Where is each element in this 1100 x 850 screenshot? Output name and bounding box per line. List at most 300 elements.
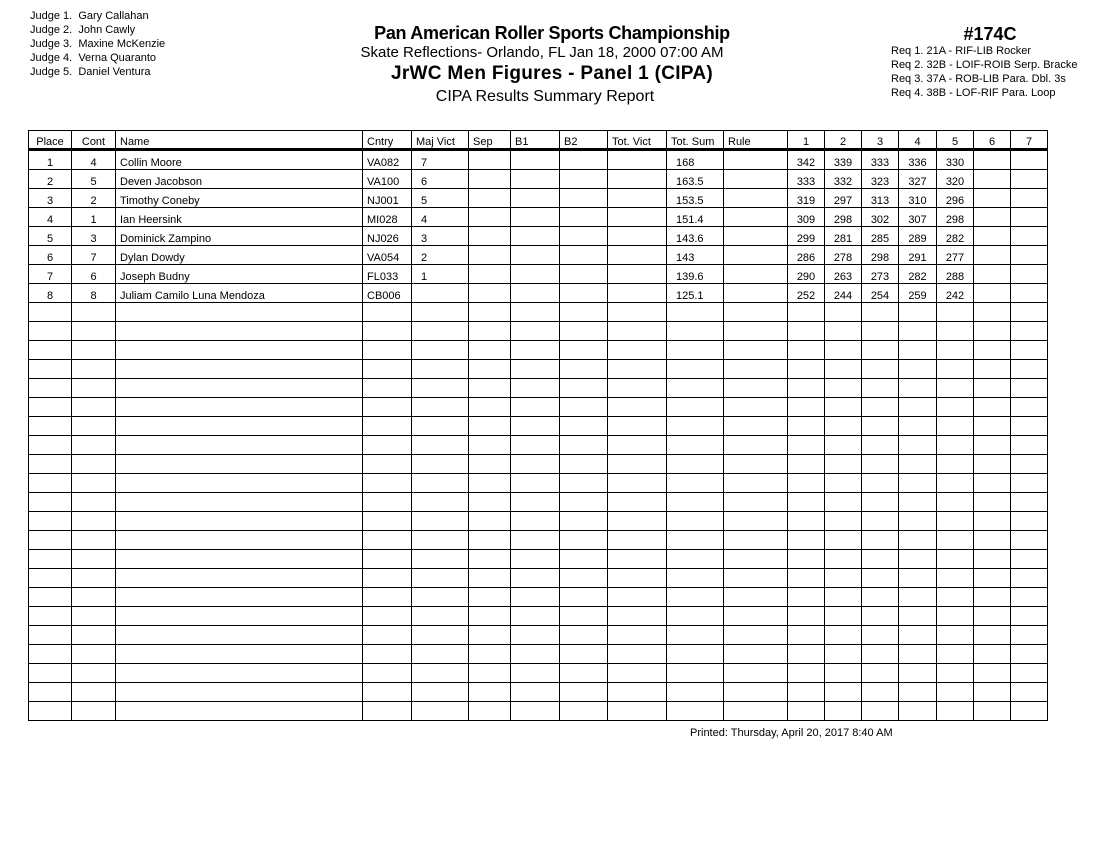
empty-cell xyxy=(560,303,608,322)
empty-table-row xyxy=(29,531,1048,550)
cell-tot-vict xyxy=(608,246,667,265)
empty-cell xyxy=(667,531,724,550)
empty-cell xyxy=(974,341,1011,360)
empty-cell xyxy=(363,493,412,512)
empty-cell xyxy=(974,607,1011,626)
cell-tot-vict xyxy=(608,170,667,189)
empty-cell xyxy=(1011,550,1048,569)
cell-sep xyxy=(469,189,511,208)
empty-cell xyxy=(608,702,667,721)
cell-j6 xyxy=(974,284,1011,303)
empty-cell xyxy=(412,360,469,379)
empty-cell xyxy=(29,607,72,626)
empty-cell xyxy=(899,455,937,474)
empty-cell xyxy=(608,474,667,493)
cell-cont: 3 xyxy=(72,227,116,246)
empty-cell xyxy=(412,588,469,607)
empty-cell xyxy=(788,379,825,398)
cell-tot-sum: 125.1 xyxy=(667,284,724,303)
empty-cell xyxy=(29,512,72,531)
empty-cell xyxy=(116,588,363,607)
empty-cell xyxy=(363,417,412,436)
cell-name: Timothy Coneby xyxy=(116,189,363,208)
cell-name: Collin Moore xyxy=(116,150,363,170)
empty-cell xyxy=(412,531,469,550)
cell-cont: 2 xyxy=(72,189,116,208)
empty-cell xyxy=(937,550,974,569)
empty-cell xyxy=(29,645,72,664)
cell-sep xyxy=(469,284,511,303)
empty-cell xyxy=(974,436,1011,455)
cell-j1: 319 xyxy=(788,189,825,208)
empty-cell xyxy=(412,379,469,398)
empty-cell xyxy=(667,550,724,569)
empty-cell xyxy=(788,436,825,455)
empty-cell xyxy=(1011,569,1048,588)
empty-cell xyxy=(560,626,608,645)
cell-tot-vict xyxy=(608,189,667,208)
cell-b2 xyxy=(560,170,608,189)
empty-cell xyxy=(363,436,412,455)
table-row xyxy=(29,227,1048,246)
cell-tot-sum: 139.6 xyxy=(667,265,724,284)
cell-name: Juliam Camilo Luna Mendoza xyxy=(116,284,363,303)
empty-cell xyxy=(899,683,937,702)
cell-place: 6 xyxy=(29,246,72,265)
empty-cell xyxy=(469,588,511,607)
cell-j3: 323 xyxy=(862,170,899,189)
cell-j7 xyxy=(1011,265,1048,284)
results-body xyxy=(29,150,1048,721)
cell-sep xyxy=(469,170,511,189)
empty-cell xyxy=(560,360,608,379)
empty-cell xyxy=(788,588,825,607)
empty-cell xyxy=(412,626,469,645)
empty-cell xyxy=(788,360,825,379)
empty-cell xyxy=(72,436,116,455)
cell-j5: 282 xyxy=(937,227,974,246)
empty-cell xyxy=(469,436,511,455)
empty-table-row xyxy=(29,303,1048,322)
empty-cell xyxy=(1011,664,1048,683)
empty-cell xyxy=(116,493,363,512)
empty-cell xyxy=(974,303,1011,322)
empty-cell xyxy=(788,512,825,531)
empty-cell xyxy=(608,569,667,588)
empty-cell xyxy=(412,512,469,531)
empty-cell xyxy=(825,626,862,645)
empty-cell xyxy=(667,626,724,645)
cell-b1 xyxy=(511,284,560,303)
empty-cell xyxy=(608,322,667,341)
empty-cell xyxy=(862,398,899,417)
empty-cell xyxy=(937,645,974,664)
empty-cell xyxy=(899,436,937,455)
empty-cell xyxy=(974,588,1011,607)
empty-cell xyxy=(788,341,825,360)
cell-cntry: MI028 xyxy=(363,208,412,227)
cell-name: Ian Heersink xyxy=(116,208,363,227)
empty-cell xyxy=(469,360,511,379)
cell-j5: 296 xyxy=(937,189,974,208)
empty-cell xyxy=(1011,417,1048,436)
cell-j7 xyxy=(1011,170,1048,189)
empty-cell xyxy=(560,664,608,683)
empty-cell xyxy=(1011,379,1048,398)
empty-cell xyxy=(116,379,363,398)
empty-cell xyxy=(608,607,667,626)
cell-cntry: NJ026 xyxy=(363,227,412,246)
cell-j7 xyxy=(1011,208,1048,227)
empty-cell xyxy=(862,322,899,341)
empty-cell xyxy=(825,322,862,341)
empty-cell xyxy=(899,588,937,607)
empty-cell xyxy=(116,360,363,379)
empty-cell xyxy=(974,645,1011,664)
col-header-judge-2: 2 xyxy=(825,131,862,150)
empty-cell xyxy=(608,512,667,531)
empty-cell xyxy=(974,398,1011,417)
empty-cell xyxy=(862,531,899,550)
empty-cell xyxy=(667,303,724,322)
cell-j4: 289 xyxy=(899,227,937,246)
empty-cell xyxy=(937,398,974,417)
empty-cell xyxy=(788,417,825,436)
empty-cell xyxy=(899,474,937,493)
empty-cell xyxy=(511,702,560,721)
empty-cell xyxy=(899,550,937,569)
empty-cell xyxy=(511,531,560,550)
empty-cell xyxy=(560,645,608,664)
table-row xyxy=(29,265,1048,284)
cell-rule xyxy=(724,227,788,246)
empty-cell xyxy=(72,379,116,398)
cell-j3: 302 xyxy=(862,208,899,227)
empty-cell xyxy=(363,683,412,702)
empty-cell xyxy=(724,626,788,645)
table-row xyxy=(29,246,1048,265)
cell-tot-sum: 143.6 xyxy=(667,227,724,246)
empty-cell xyxy=(608,303,667,322)
empty-cell xyxy=(469,455,511,474)
empty-cell xyxy=(937,531,974,550)
empty-cell xyxy=(825,341,862,360)
empty-cell xyxy=(862,303,899,322)
empty-cell xyxy=(724,322,788,341)
empty-cell xyxy=(724,474,788,493)
empty-cell xyxy=(974,360,1011,379)
empty-cell xyxy=(788,493,825,512)
empty-cell xyxy=(724,607,788,626)
cell-b2 xyxy=(560,284,608,303)
empty-table-row xyxy=(29,493,1048,512)
empty-cell xyxy=(937,341,974,360)
cell-sep xyxy=(469,150,511,170)
empty-cell xyxy=(511,607,560,626)
empty-table-row xyxy=(29,607,1048,626)
empty-cell xyxy=(1011,455,1048,474)
cell-cont: 5 xyxy=(72,170,116,189)
empty-cell xyxy=(608,436,667,455)
empty-cell xyxy=(724,664,788,683)
col-header-place: Place xyxy=(29,131,72,150)
empty-cell xyxy=(29,664,72,683)
empty-cell xyxy=(469,303,511,322)
empty-cell xyxy=(724,645,788,664)
empty-cell xyxy=(72,398,116,417)
empty-cell xyxy=(72,512,116,531)
empty-cell xyxy=(72,569,116,588)
empty-cell xyxy=(788,683,825,702)
empty-cell xyxy=(974,493,1011,512)
cell-b2 xyxy=(560,265,608,284)
cell-b1 xyxy=(511,189,560,208)
empty-cell xyxy=(29,626,72,645)
empty-cell xyxy=(862,588,899,607)
cell-cntry: NJ001 xyxy=(363,189,412,208)
empty-cell xyxy=(363,588,412,607)
empty-cell xyxy=(72,341,116,360)
event-number: #174C xyxy=(963,24,1017,44)
col-header-judge-7: 7 xyxy=(1011,131,1048,150)
empty-cell xyxy=(1011,322,1048,341)
empty-cell xyxy=(1011,645,1048,664)
empty-table-row xyxy=(29,588,1048,607)
empty-table-row xyxy=(29,455,1048,474)
empty-cell xyxy=(825,360,862,379)
empty-cell xyxy=(862,664,899,683)
empty-cell xyxy=(788,626,825,645)
cell-j5: 320 xyxy=(937,170,974,189)
cell-j7 xyxy=(1011,227,1048,246)
empty-cell xyxy=(116,417,363,436)
cell-b2 xyxy=(560,189,608,208)
cell-place: 5 xyxy=(29,227,72,246)
empty-cell xyxy=(667,512,724,531)
cell-j1: 299 xyxy=(788,227,825,246)
empty-cell xyxy=(667,702,724,721)
empty-cell xyxy=(862,341,899,360)
cell-place: 2 xyxy=(29,170,72,189)
col-header-sep: Sep xyxy=(469,131,511,150)
col-header-maj-vict: Maj Vict xyxy=(412,131,469,150)
empty-cell xyxy=(862,379,899,398)
empty-cell xyxy=(363,455,412,474)
cell-rule xyxy=(724,170,788,189)
empty-cell xyxy=(974,683,1011,702)
empty-cell xyxy=(937,626,974,645)
col-header-rule: Rule xyxy=(724,131,788,150)
empty-cell xyxy=(862,512,899,531)
cell-b1 xyxy=(511,150,560,170)
cell-j5: 277 xyxy=(937,246,974,265)
empty-cell xyxy=(608,379,667,398)
empty-table-row xyxy=(29,683,1048,702)
empty-cell xyxy=(116,569,363,588)
cell-cont: 4 xyxy=(72,150,116,170)
empty-cell xyxy=(72,417,116,436)
empty-cell xyxy=(363,322,412,341)
cell-j2: 298 xyxy=(825,208,862,227)
empty-cell xyxy=(511,303,560,322)
cell-cntry: VA082 xyxy=(363,150,412,170)
empty-cell xyxy=(412,569,469,588)
empty-cell xyxy=(560,550,608,569)
empty-cell xyxy=(560,322,608,341)
cell-cont: 1 xyxy=(72,208,116,227)
cell-cont: 6 xyxy=(72,265,116,284)
cell-j4: 327 xyxy=(899,170,937,189)
report-header xyxy=(300,22,800,108)
empty-table-row xyxy=(29,512,1048,531)
requirement-2: Req 2. 32B - LOIF-ROIB Serp. Bracke xyxy=(891,59,1078,71)
empty-cell xyxy=(825,436,862,455)
empty-cell xyxy=(1011,607,1048,626)
empty-table-row xyxy=(29,474,1048,493)
empty-cell xyxy=(825,379,862,398)
empty-cell xyxy=(469,550,511,569)
cell-cntry: CB006 xyxy=(363,284,412,303)
empty-cell xyxy=(72,683,116,702)
cell-place: 8 xyxy=(29,284,72,303)
empty-cell xyxy=(511,474,560,493)
col-header-judge-5: 5 xyxy=(937,131,974,150)
empty-cell xyxy=(363,341,412,360)
cell-j5: 288 xyxy=(937,265,974,284)
cell-tot-sum: 168 xyxy=(667,150,724,170)
empty-cell xyxy=(412,702,469,721)
col-header-cont: Cont xyxy=(72,131,116,150)
cell-cntry: FL033 xyxy=(363,265,412,284)
empty-cell xyxy=(667,322,724,341)
empty-cell xyxy=(974,569,1011,588)
empty-table-row xyxy=(29,645,1048,664)
col-header-b1: B1 xyxy=(511,131,560,150)
empty-cell xyxy=(1011,588,1048,607)
empty-cell xyxy=(862,550,899,569)
empty-cell xyxy=(1011,474,1048,493)
empty-cell xyxy=(825,607,862,626)
cell-j6 xyxy=(974,189,1011,208)
cell-b1 xyxy=(511,208,560,227)
empty-cell xyxy=(72,531,116,550)
cell-j3: 254 xyxy=(862,284,899,303)
cell-rule xyxy=(724,265,788,284)
cell-b2 xyxy=(560,208,608,227)
empty-cell xyxy=(560,436,608,455)
cell-j5: 242 xyxy=(937,284,974,303)
empty-cell xyxy=(862,626,899,645)
empty-cell xyxy=(862,436,899,455)
cell-j6 xyxy=(974,150,1011,170)
empty-cell xyxy=(608,550,667,569)
cell-tot-vict xyxy=(608,227,667,246)
empty-cell xyxy=(116,322,363,341)
empty-table-row xyxy=(29,702,1048,721)
cell-cont: 8 xyxy=(72,284,116,303)
empty-cell xyxy=(72,626,116,645)
empty-cell xyxy=(974,626,1011,645)
empty-cell xyxy=(974,512,1011,531)
empty-cell xyxy=(511,379,560,398)
empty-cell xyxy=(724,550,788,569)
cell-j5: 330 xyxy=(937,150,974,170)
empty-cell xyxy=(511,493,560,512)
cell-j2: 297 xyxy=(825,189,862,208)
empty-cell xyxy=(560,417,608,436)
empty-cell xyxy=(667,341,724,360)
report-title: CIPA Results Summary Report xyxy=(435,88,655,105)
cell-j6 xyxy=(974,208,1011,227)
cell-j4: 282 xyxy=(899,265,937,284)
cell-tot-sum: 143 xyxy=(667,246,724,265)
empty-cell xyxy=(469,683,511,702)
cell-name: Dominick Zampino xyxy=(116,227,363,246)
empty-cell xyxy=(825,588,862,607)
cell-cntry: VA100 xyxy=(363,170,412,189)
empty-cell xyxy=(724,398,788,417)
cell-maj-vict: 1 xyxy=(412,265,469,284)
col-header-judge-3: 3 xyxy=(862,131,899,150)
empty-cell xyxy=(1011,626,1048,645)
empty-cell xyxy=(1011,683,1048,702)
requirement-1: Req 1. 21A - RIF-LIB Rocker xyxy=(891,45,1031,57)
empty-cell xyxy=(667,379,724,398)
empty-cell xyxy=(72,702,116,721)
empty-table-row xyxy=(29,341,1048,360)
empty-cell xyxy=(29,569,72,588)
empty-cell xyxy=(469,607,511,626)
empty-cell xyxy=(363,512,412,531)
cell-maj-vict: 5 xyxy=(412,189,469,208)
empty-cell xyxy=(899,626,937,645)
cell-j2: 263 xyxy=(825,265,862,284)
empty-cell xyxy=(116,474,363,493)
cell-j1: 252 xyxy=(788,284,825,303)
empty-cell xyxy=(788,455,825,474)
empty-cell xyxy=(667,588,724,607)
cell-name: Deven Jacobson xyxy=(116,170,363,189)
empty-table-row xyxy=(29,664,1048,683)
cell-sep xyxy=(469,227,511,246)
empty-table-row xyxy=(29,398,1048,417)
empty-cell xyxy=(29,683,72,702)
empty-cell xyxy=(937,322,974,341)
empty-cell xyxy=(29,531,72,550)
judge-1: Judge 1. Gary Callahan xyxy=(30,10,149,22)
empty-cell xyxy=(937,303,974,322)
empty-cell xyxy=(511,417,560,436)
empty-cell xyxy=(72,474,116,493)
col-header-b2: B2 xyxy=(560,131,608,150)
empty-cell xyxy=(72,322,116,341)
empty-cell xyxy=(72,607,116,626)
cell-rule xyxy=(724,208,788,227)
judge-5: Judge 5. Daniel Ventura xyxy=(30,66,151,78)
empty-cell xyxy=(72,360,116,379)
empty-cell xyxy=(608,398,667,417)
empty-table-row xyxy=(29,417,1048,436)
empty-cell xyxy=(862,569,899,588)
empty-cell xyxy=(511,398,560,417)
cell-j2: 339 xyxy=(825,150,862,170)
cell-j3: 285 xyxy=(862,227,899,246)
empty-cell xyxy=(608,531,667,550)
col-header-name: Name xyxy=(116,131,363,150)
empty-cell xyxy=(608,417,667,436)
empty-cell xyxy=(560,398,608,417)
cell-tot-vict xyxy=(608,265,667,284)
